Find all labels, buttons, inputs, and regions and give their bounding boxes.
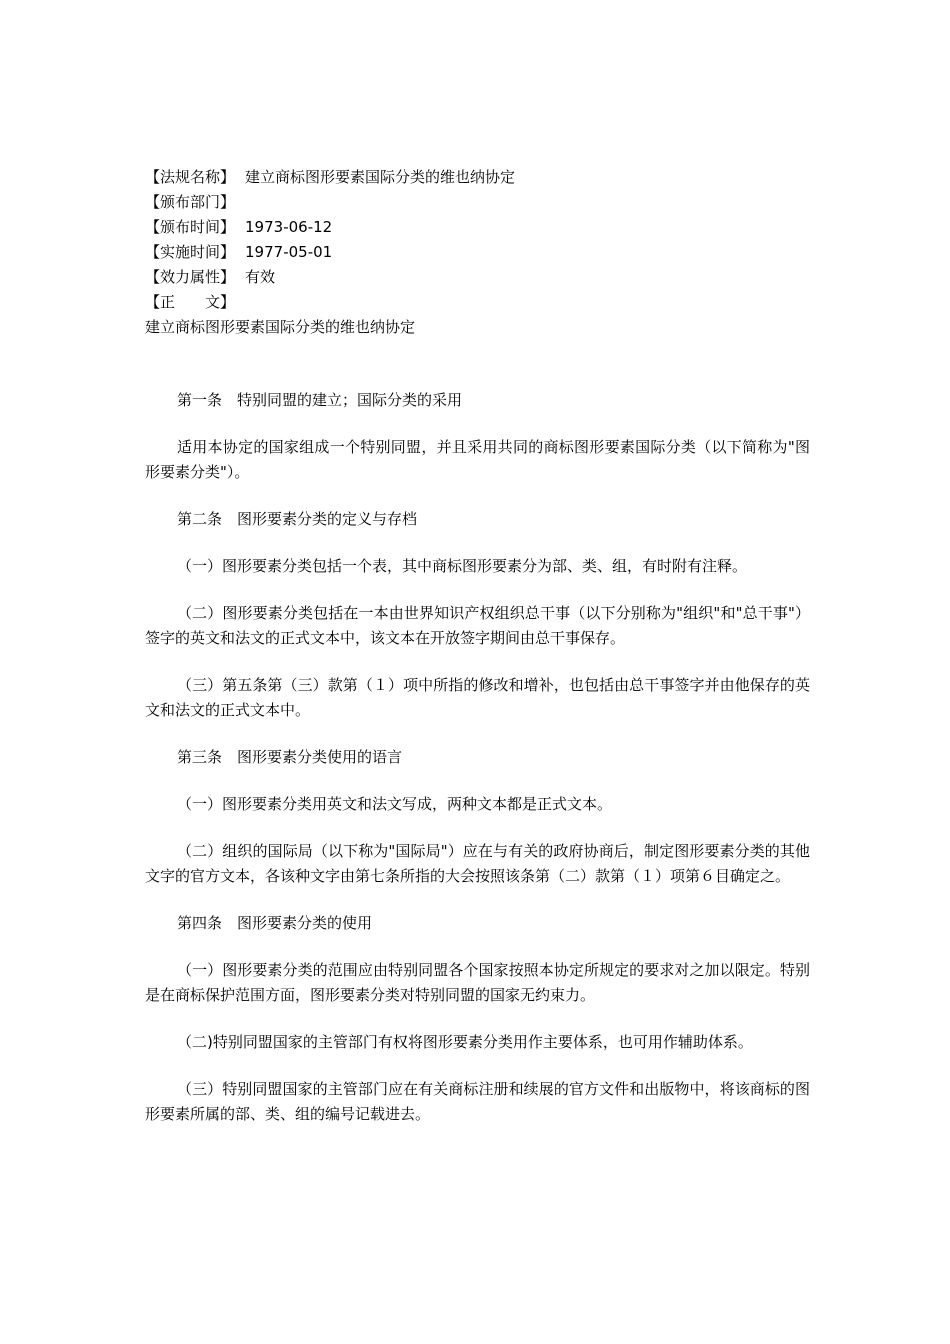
paragraph: （二)特别同盟国家的主管部门有权将图形要素分类用作主要体系，也可用作辅助体系。 <box>177 1033 753 1051</box>
paragraph: （一）图形要素分类用英文和法文写成，两种文本都是正式文本。 <box>177 795 613 813</box>
meta-label: 【颁布部门】 <box>145 193 236 211</box>
meta-row-validity <box>145 265 810 290</box>
paragraph: （一）图形要素分类的范围应由特别同盟各个国家按照本协定所规定的要求对之加以限定。特别是在商标保护范围方面，图形要素分类对特别同盟的国家无约束力。 <box>145 961 810 1004</box>
meta-value: 1977-05-01 <box>245 243 333 261</box>
meta-row-law-name <box>145 165 810 190</box>
document-page <box>145 165 810 1149</box>
document-title: 建立商标图形要素国际分类的维也纳协定 <box>145 318 416 336</box>
meta-row-issuing-department <box>145 190 810 215</box>
paragraph: （二）组织的国际局（以下称为"国际局"）应在与有关的政府协商后，制定图形要素分类的其他文字的官方文本，各该种文字由第七条所指的大会按照该条第（二）款第（１）项第６目确定之。 <box>145 842 810 885</box>
meta-label: 【正 文】 <box>145 293 236 311</box>
paragraph: （二）图形要素分类包括在一本由世界知识产权组织总干事（以下分别称为"组织"和"总干事"）签字的英文和法文的正式文本中，该文本在开放签字期间由总干事保存。 <box>145 604 810 647</box>
document-body <box>145 388 810 1127</box>
meta-label: 【效力属性】 <box>145 268 236 286</box>
article-heading: 第二条 图形要素分类的定义与存档 <box>177 510 418 528</box>
meta-value: 1973-06-12 <box>245 218 333 236</box>
article-heading: 第三条 图形要素分类使用的语言 <box>177 748 403 766</box>
meta-row-effective-date <box>145 240 810 265</box>
paragraph: （三）特别同盟国家的主管部门应在有关商标注册和续展的官方文件和出版物中，将该商标的图形要素所属的部、类、组的编号记载进去。 <box>145 1080 810 1123</box>
meta-row-issue-date <box>145 215 810 240</box>
paragraph: （一）图形要素分类包括一个表，其中商标图形要素分为部、类、组，有时附有注释。 <box>177 557 748 575</box>
paragraph: （三）第五条第（三）款第（１）项中所指的修改和增补，也包括由总干事签字并由他保存的英文和法文的正式文本中。 <box>145 676 810 719</box>
meta-label: 【实施时间】 <box>145 243 236 261</box>
meta-row-body-text <box>145 290 810 315</box>
meta-label: 【法规名称】 <box>145 168 236 186</box>
meta-value: 有效 <box>245 268 276 286</box>
meta-label: 【颁布时间】 <box>145 218 236 236</box>
article-heading: 第四条 图形要素分类的使用 <box>177 914 373 932</box>
meta-value: 建立商标图形要素国际分类的维也纳协定 <box>245 168 516 186</box>
paragraph: 适用本协定的国家组成一个特别同盟，并且采用共同的商标图形要素国际分类（以下简称为"图形要素分类"）。 <box>145 438 810 481</box>
article-heading: 第一条 特别同盟的建立；国际分类的采用 <box>177 391 463 409</box>
